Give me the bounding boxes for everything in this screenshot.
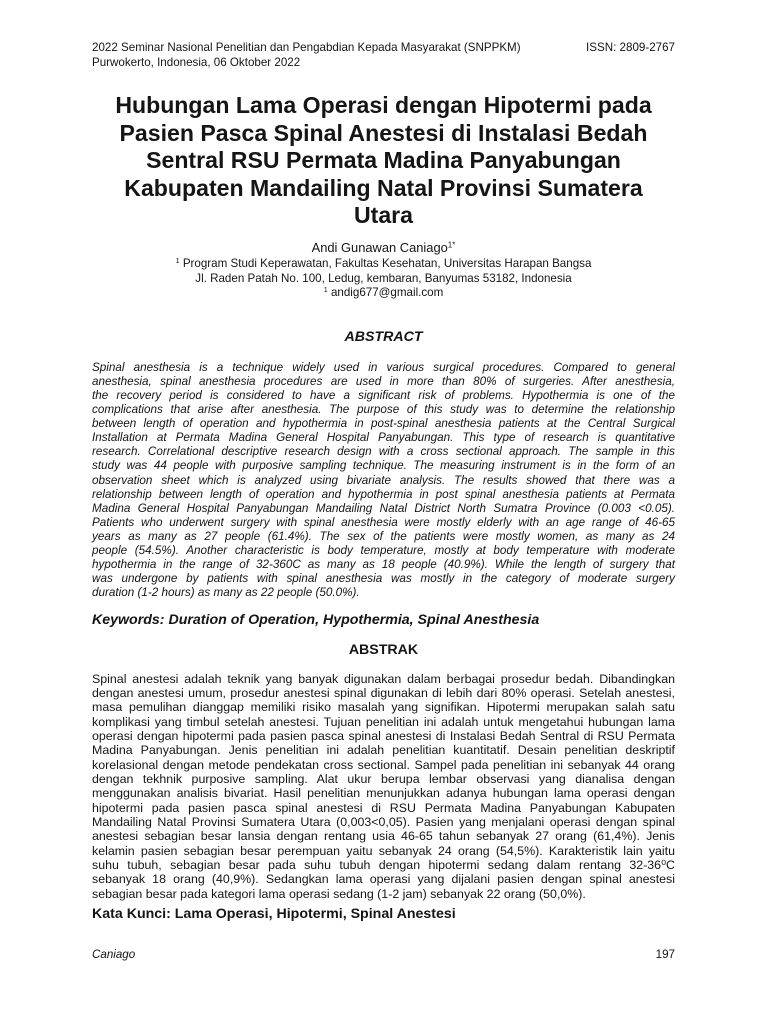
abstrak-line: sebanyak 18 orang (40,9%). Sedangkan lama operasi yang dijalani pasien dengan spinal anestesi xyxy=(92,872,675,887)
abstrak-line: suhu tubuh, sebagian besar pada suhu tubuh dengan hipotermi sedang dalam rentang 32-36⁰C xyxy=(92,858,675,873)
abstrak-line: dengan anestesi umum, prosedur anestesi spinal digunakan di lebih dari 80% operasi. Setelah anestesi, xyxy=(92,686,675,701)
abstract-line: Installation at Permata Madina General Hospital Panyabungan. This type of research is quantitative xyxy=(92,431,675,445)
page-number: 197 xyxy=(655,947,675,961)
email-marker: 1 xyxy=(323,285,328,295)
affiliation-block xyxy=(92,257,675,301)
abstrak-heading: ABSTRAK xyxy=(348,641,419,658)
kata-kunci: Kata Kunci: Lama Operasi, Hipotermi, Spinal Anestesi xyxy=(92,905,456,922)
author-email: andig677@gmail.com xyxy=(327,286,444,299)
author-name: Andi Gunawan Caniago xyxy=(311,239,448,255)
abstrak-line: kelamin pasien sebagian besar perempuan yaitu sebanyak 24 orang (54,5%). Karakteristik lain yaitu xyxy=(92,843,675,858)
header-location-date: Purwokerto, Indonesia, 06 Oktober 2022 xyxy=(92,56,301,69)
affiliation-address: Jl. Raden Patah No. 100, Ledug, kembaran, Banyumas 53182, Indonesia xyxy=(195,271,572,285)
abstract-line: Spinal anesthesia is a technique widely used in various surgical procedures. Compared to general xyxy=(92,361,675,374)
running-header xyxy=(92,40,675,55)
paper-title xyxy=(92,92,675,230)
affiliation-marker: 1 xyxy=(175,256,180,266)
abstract-line: duration (1-2 hours) as many as 22 people (50.0%). xyxy=(92,586,360,599)
abstract-line: Patients who underwent surgery with spinal anesthesia were mostly elderly with an age range of 46-65 xyxy=(92,515,675,529)
abstrak-line: dengan tekhnik purposive sampling. Alat ukur berupa lembar observasi yang dianalisa dengan xyxy=(92,772,675,787)
abstract-line: anesthesia, spinal anesthesia procedures are used in more than 80% of surgeries. After anesthesia, xyxy=(92,375,675,389)
email-line xyxy=(92,286,675,301)
abstract-line: study was 44 people with purposive sampling technique. The measuring instrument is in the form of an xyxy=(92,459,675,473)
abstrak-body xyxy=(92,672,675,901)
header-conference: 2022 Seminar Nasional Penelitian dan Pengabdian Kepada Masyarakat (SNPPKM) xyxy=(92,41,521,54)
abstrak-line: hipotermi pada pasien pasca spinal anestesi di RSU Permata Madina Panyabungan Kabupaten xyxy=(92,800,675,815)
abstrak-line: masa pemulihan dianggap memiliki risiko masalah yang signifikan. Hipotermi merupakan salah satu xyxy=(92,700,675,715)
author-marker: 1* xyxy=(447,240,456,250)
abstract-line: complications that arise after anesthesia. The purpose of this study was to determine the relationship xyxy=(92,403,675,417)
header-issn: ISSN: 2809-2767 xyxy=(586,41,675,54)
affiliation-institution: Program Studi Keperawatan, Fakultas Kesehatan, Universitas Harapan Bangsa xyxy=(179,257,592,270)
abstract-line: the recovery period is considered to have a significant risk of problems. Hypothermia is one of the xyxy=(92,389,675,403)
keywords: Keywords: Duration of Operation, Hypothermia, Spinal Anesthesia xyxy=(92,611,540,628)
title-line: Pasien Pasca Spinal Anestesi di Instalasi Bedah xyxy=(119,119,648,146)
abstract-line: people (54.5%). Another characteristic is body temperature, mostly at body temperature with moderate xyxy=(92,543,675,557)
abstrak-line: sebagian besar pada kategori lama operasi sedang (1-2 jam) sebanyak 22 orang (50,0%). xyxy=(92,886,586,901)
abstract-line: relationship between length of operation and hypothermia in post spinal anesthesia patients at Permata xyxy=(92,487,675,501)
author-line xyxy=(92,240,675,255)
abstract-line: Madina General Hospital Panyabungan Mandailing Natal District North Sumatra Province (0.003 <0.05). xyxy=(92,501,675,515)
title-line: Kabupaten Mandailing Natal Provinsi Sumatera xyxy=(124,174,643,201)
abstract-line: years as many as 27 people (61.4%). The sex of the patients were mostly women, as many as 24 xyxy=(92,529,675,543)
title-line: Sentral RSU Permata Madina Panyabungan xyxy=(146,147,621,174)
abstrak-line: operasi dengan hipotermi pada pasien pasca spinal anestesi di Instalasi Bedah Sentral di RSU Permata xyxy=(92,729,675,744)
abstrak-line: Spinal anestesi adalah teknik yang banyak digunakan dalam berbagai prosedur bedah. Dibandingkan xyxy=(92,671,675,686)
abstract-line: observation sheet which is analyzed using bivariate analysis. The results showed that there was a xyxy=(92,473,675,487)
abstrak-line: korelasional dengan metode pendekatan cross sectional. Sampel pada penelitian ini sebanyak 44 orang xyxy=(92,757,675,772)
abstrak-line: Mandailing Natal Provinsi Sumatera Utara (0,003<0,05). Pasien yang menjalani operasi dengan spinal xyxy=(92,815,675,830)
abstract-line: was undergone by patients with spinal anesthesia was mostly in the category of moderate surgery xyxy=(92,571,675,585)
affiliation-line xyxy=(92,257,675,272)
abstract-line: between length of operation and hypothermia in post-spinal anesthesia patients at the Central Surgical xyxy=(92,417,675,431)
page-footer xyxy=(92,947,675,962)
abstrak-line: komplikasi yang timbul setelah anestesi. Tujuan penelitian ini adalah untuk mengetahui hubungan lama xyxy=(92,714,675,729)
title-line: Hubungan Lama Operasi dengan Hipotermi pada xyxy=(115,92,652,118)
abstrak-line: anestesi sebagian besar lansia dengan rentang usia 46-65 tahun sebanyak 27 orang (61,4%). Jenis xyxy=(92,829,675,844)
abstrak-line: menggunakan analisis bivariat. Hasil penelitian menunjukkan adanya hubungan lama operasi dengan xyxy=(92,786,675,801)
abstract-line: research. Correlational descriptive research design with a cross sectional approach. The sample in this xyxy=(92,445,675,459)
abstract-body xyxy=(92,361,675,600)
footer-author: Caniago xyxy=(92,947,136,961)
title-line: Utara xyxy=(353,202,414,229)
abstract-line: hypothermia in the range of 32-360C as many as 18 people (40.9%). While the length of surgery that xyxy=(92,557,675,571)
abstract-heading: ABSTRACT xyxy=(344,328,423,345)
abstrak-line: Madina Panyabungan. Jenis penelitian ini adalah penelitian kuantitatif. Desain penelitian deskriptif xyxy=(92,743,675,758)
